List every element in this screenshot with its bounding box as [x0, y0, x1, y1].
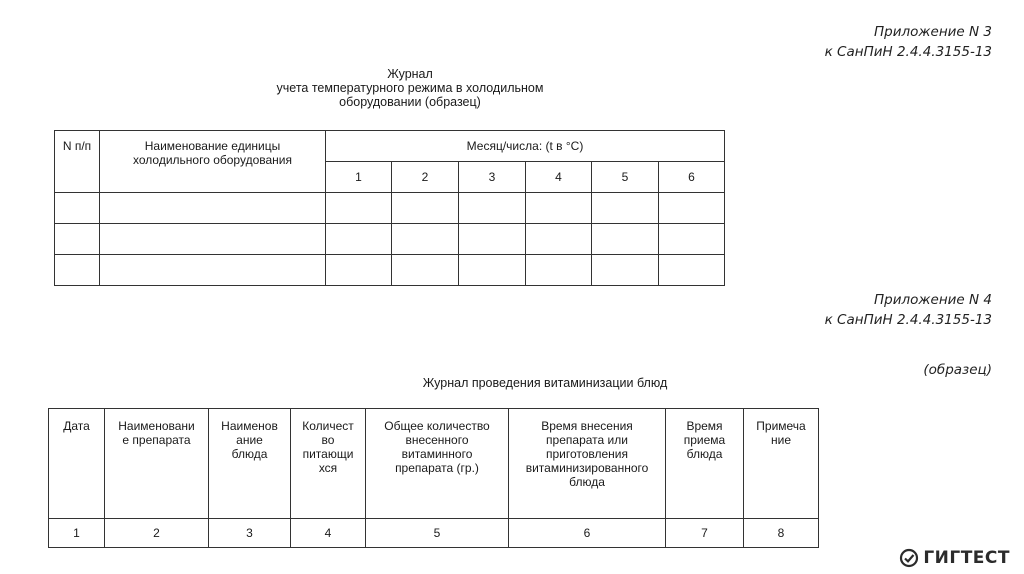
header-text-line: Дата	[63, 419, 90, 433]
empty-cell	[526, 224, 592, 255]
header-text-line: е препарата	[122, 433, 191, 447]
header-text-line: ние	[770, 433, 791, 447]
appendix-4-sample-label: (образец)	[923, 362, 992, 378]
day-cell: 3	[459, 162, 526, 193]
empty-cell	[392, 193, 459, 224]
header-cell	[291, 409, 366, 519]
day-cell: 1	[326, 162, 392, 193]
header-text-line: витаминизированного	[525, 461, 649, 475]
journal-2-title: Журнал проведения витаминизации блюд	[422, 376, 668, 390]
logo-text: ГИГТЕСТ	[923, 548, 1010, 568]
empty-cell	[392, 224, 459, 255]
column-number-cell: 7	[666, 519, 744, 548]
header-cell	[509, 409, 666, 519]
journal-1-title	[245, 67, 575, 109]
table-header-row	[55, 131, 725, 162]
header-text-line: внесенного	[405, 433, 469, 447]
table-row	[55, 255, 725, 286]
table-row	[55, 224, 725, 255]
vitaminization-log-table	[48, 408, 819, 548]
check-circle-icon	[899, 548, 919, 568]
empty-cell	[526, 193, 592, 224]
header-text-line: Общее количество	[384, 419, 490, 433]
column-number-cell: 3	[209, 519, 291, 548]
header-text-line: Примеча	[756, 419, 806, 433]
empty-cell	[459, 255, 526, 286]
header-cell-number: N п/п	[55, 131, 100, 193]
header-text-line: ание	[236, 433, 263, 447]
header-text-line: Время внесения	[541, 419, 633, 433]
header-text-line: во	[321, 433, 335, 447]
header-text-line: приготовления	[545, 447, 629, 461]
empty-cell	[592, 255, 659, 286]
table-header-row	[49, 409, 819, 519]
journal-1-title-line: учета температурного режима в холодильном	[276, 81, 544, 95]
empty-cell	[592, 224, 659, 255]
column-number-row	[49, 519, 819, 548]
empty-cell	[659, 255, 725, 286]
empty-cell	[326, 193, 392, 224]
header-text-line: Количест	[302, 419, 354, 433]
header-text-line: питающи	[302, 447, 354, 461]
header-text-line: Время	[686, 419, 723, 433]
day-cell: 5	[592, 162, 659, 193]
appendix-3-caption	[825, 22, 992, 62]
header-cell	[366, 409, 509, 519]
appendix-4-caption	[825, 290, 992, 330]
header-text-line: Наименовани	[118, 419, 195, 433]
empty-cell	[55, 224, 100, 255]
header-text-line: холодильного оборудования	[133, 153, 292, 167]
journal-1-title-line: оборудовании (образец)	[339, 95, 481, 109]
empty-cell	[100, 224, 326, 255]
empty-cell	[392, 255, 459, 286]
column-number-cell: 5	[366, 519, 509, 548]
journal-1-title-line: Журнал	[387, 67, 433, 81]
empty-cell	[459, 193, 526, 224]
table-row	[55, 193, 725, 224]
empty-cell	[100, 193, 326, 224]
empty-cell	[326, 255, 392, 286]
empty-cell	[459, 224, 526, 255]
header-text-line: приема	[683, 433, 726, 447]
temperature-log-table	[54, 130, 725, 286]
header-cell	[666, 409, 744, 519]
header-text-line: Наименование единицы	[144, 139, 281, 153]
gigtest-logo	[899, 548, 1010, 568]
empty-cell	[55, 255, 100, 286]
empty-cell	[55, 193, 100, 224]
empty-cell	[659, 193, 725, 224]
appendix-3-reference: к СанПиН 2.4.4.3155-13	[824, 44, 992, 60]
header-text-line: витаминного	[401, 447, 473, 461]
empty-cell	[100, 255, 326, 286]
header-cell	[209, 409, 291, 519]
column-number-cell: 6	[509, 519, 666, 548]
day-cell: 2	[392, 162, 459, 193]
empty-cell	[592, 193, 659, 224]
appendix-4-reference: к СанПиН 2.4.4.3155-13	[824, 312, 992, 328]
column-number-cell: 2	[105, 519, 209, 548]
header-cell-month-days: Месяц/числа: (t в °C)	[326, 131, 725, 162]
appendix-3-number: Приложение N 3	[873, 24, 992, 40]
empty-cell	[659, 224, 725, 255]
appendix-4-number: Приложение N 4	[873, 292, 992, 308]
header-text-line: блюда	[231, 447, 268, 461]
empty-cell	[326, 224, 392, 255]
header-cell	[105, 409, 209, 519]
header-cell	[49, 409, 105, 519]
column-number-cell: 8	[744, 519, 819, 548]
day-cell: 4	[526, 162, 592, 193]
column-number-cell: 4	[291, 519, 366, 548]
header-text-line: хся	[318, 461, 338, 475]
day-cell: 6	[659, 162, 725, 193]
header-cell-equipment	[100, 131, 326, 193]
header-text-line: блюда	[686, 447, 723, 461]
header-text-line: препарата или	[546, 433, 628, 447]
column-number-cell: 1	[49, 519, 105, 548]
header-text-line: препарата (гр.)	[395, 461, 479, 475]
header-cell	[744, 409, 819, 519]
header-text-line: Наименов	[221, 419, 278, 433]
empty-cell	[526, 255, 592, 286]
header-text-line: блюда	[569, 475, 605, 489]
